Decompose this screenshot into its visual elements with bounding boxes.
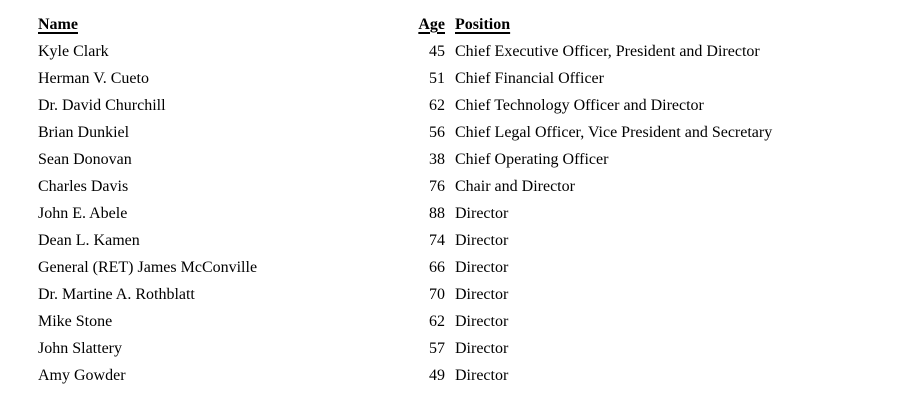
table-header-row [38,11,911,38]
age-cell: 57 [429,340,445,357]
position-cell: Director [455,205,509,222]
name-cell: John Slattery [38,340,122,357]
name-cell: Brian Dunkiel [38,124,130,141]
age-cell: 56 [429,124,445,141]
position-cell: Chief Executive Officer, President and Director [455,43,760,60]
age-cell: 88 [429,205,445,222]
position-cell: Director [455,232,509,249]
position-cell: Chief Legal Officer, Vice President and Secretary [455,124,773,141]
age-cell: 45 [429,43,445,60]
name-cell: Dr. Martine A. Rothblatt [38,286,195,303]
table-row [38,173,911,200]
column-header-position: Position [455,16,511,33]
name-cell: General (RET) James McConville [38,259,258,276]
table-row [38,38,911,65]
position-cell: Chief Financial Officer [455,70,604,87]
table-row [38,146,911,173]
name-cell: Dean L. Kamen [38,232,140,249]
table-row [38,65,911,92]
age-cell: 51 [429,70,445,87]
name-cell: Sean Donovan [38,151,132,168]
table-row [38,227,911,254]
name-cell: Kyle Clark [38,43,109,60]
name-cell: Dr. David Churchill [38,97,166,114]
name-cell: Charles Davis [38,178,129,195]
position-cell: Director [455,367,509,384]
name-cell: Mike Stone [38,313,113,330]
table-row [38,254,911,281]
age-cell: 62 [429,313,445,330]
officers-directors-table [38,11,911,389]
age-cell: 38 [429,151,445,168]
age-cell: 76 [429,178,445,195]
table-row [38,335,911,362]
position-cell: Director [455,340,509,357]
position-cell: Director [455,259,509,276]
age-cell: 62 [429,97,445,114]
position-cell: Director [455,286,509,303]
age-cell: 66 [429,259,445,276]
position-cell: Director [455,313,509,330]
table-row [38,308,911,335]
age-cell: 74 [429,232,445,249]
table-row [38,281,911,308]
column-header-name: Name [38,16,78,33]
name-cell: Herman V. Cueto [38,70,149,87]
age-cell: 70 [429,286,445,303]
age-cell: 49 [429,367,445,384]
column-header-age: Age [418,16,445,33]
table-body [38,38,911,389]
name-cell: Amy Gowder [38,367,126,384]
table-row [38,200,911,227]
position-cell: Chief Operating Officer [455,151,609,168]
name-cell: John E. Abele [38,205,128,222]
table-row [38,92,911,119]
table-row [38,119,911,146]
position-cell: Chief Technology Officer and Director [455,97,704,114]
position-cell: Chair and Director [455,178,575,195]
table-row [38,362,911,389]
